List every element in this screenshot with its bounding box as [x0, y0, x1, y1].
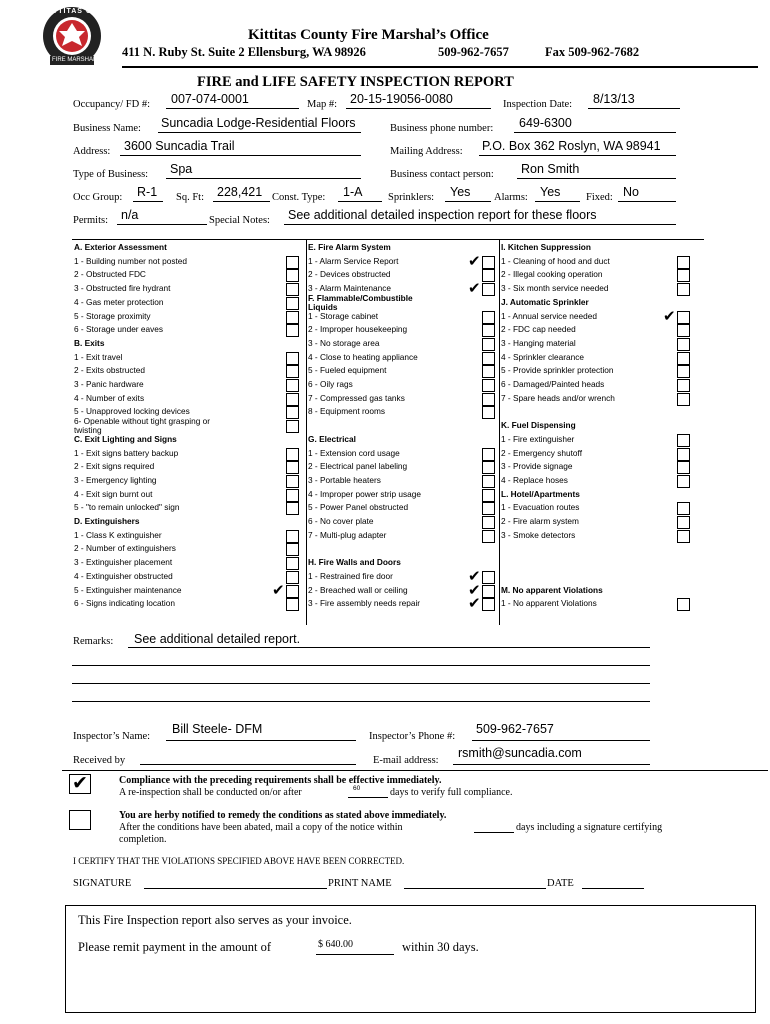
checklist-item-label: 3 - Panic hardware: [74, 379, 144, 389]
checklist-checkbox[interactable]: [677, 352, 690, 365]
checklist-checkbox[interactable]: [286, 502, 299, 515]
checklist-item-label: 2 - Exits obstructed: [74, 365, 146, 376]
checklist-item-label: 6 - Storage under eaves: [74, 324, 164, 335]
checklist-checkbox[interactable]: [286, 283, 299, 296]
checklist-item-label: 1 - Exit signs battery backup: [74, 447, 179, 458]
checklist-checkbox[interactable]: [677, 516, 690, 529]
checklist-checkbox[interactable]: [482, 338, 495, 351]
checklist-checkbox[interactable]: [286, 365, 299, 378]
checklist-checkbox[interactable]: [482, 379, 495, 392]
inspector-name-label: Inspector’s Name:: [73, 731, 151, 742]
checklist-checkbox[interactable]: [286, 448, 299, 461]
print-name-field[interactable]: [404, 888, 546, 889]
notice-checkbox[interactable]: [69, 810, 91, 830]
checklist-item-label: 1 - Alarm Service Report: [308, 255, 399, 266]
checklist-checkbox[interactable]: [677, 434, 690, 447]
occupancy-label: Occupancy/ FD #:: [73, 99, 150, 110]
checklist-checkbox[interactable]: [677, 393, 690, 406]
checklist-item-label: 2 - Breached wall or ceiling: [308, 584, 408, 595]
checklist-item-label: 2 - Emergency shutoff: [501, 447, 583, 458]
checkmark-icon: ✔: [468, 594, 481, 613]
sqft-label: Sq. Ft:: [176, 192, 205, 203]
const-type-value[interactable]: 1-A: [343, 185, 363, 199]
checkmark-icon: ✔: [468, 251, 481, 270]
special-notes-label: Special Notes:: [209, 215, 270, 226]
checklist-item-label: 3 - Provide signage: [501, 461, 573, 472]
mailing-address-value[interactable]: P.O. Box 362 Roslyn, WA 98941: [482, 139, 661, 153]
checklist-item-label: 2 - Fire alarm system: [501, 516, 579, 526]
checklist-item-label: 2 - Devices obstructed: [308, 269, 391, 280]
checklist-item-label: 5 - Unapproved locking devices: [74, 406, 190, 417]
occ-group-label: Occ Group:: [73, 192, 123, 203]
notice-line2b: days including a signature certifying: [516, 822, 663, 833]
checklist-checkbox[interactable]: [482, 393, 495, 406]
checklist-item-label: 1 - Exit travel: [74, 351, 123, 362]
checklist-item-label: 5 - Storage proximity: [74, 310, 151, 321]
checklist-checkbox[interactable]: [286, 557, 299, 570]
checklist-item-label: 1 - Fire extinguisher: [501, 433, 575, 444]
checklist-checkbox[interactable]: [482, 516, 495, 529]
special-notes-value[interactable]: See additional detailed inspection report for these floors: [288, 208, 597, 222]
checklist-item-label: 4 - Exit sign burnt out: [74, 488, 153, 499]
header-rule: [122, 66, 758, 68]
section-header: K. Fuel Dispensing: [501, 420, 576, 431]
checklist-item-label: 3 - Emergency lighting: [74, 474, 157, 485]
checklist-item-label: 2 - Electrical panel labeling: [308, 461, 408, 472]
checklist-item-label: 5 - Fueled equipment: [308, 365, 387, 376]
checklist-item-label: 8 - Equipment rooms: [308, 406, 386, 417]
remarks-value[interactable]: See additional detailed report.: [134, 632, 301, 646]
contact-person-label: Business contact person:: [390, 169, 494, 180]
checklist-item-label: 5 - "to remain unlocked" sign: [74, 502, 180, 513]
compliance-line1: Compliance with the preceding requirements shall be effective immediately.: [119, 775, 442, 786]
date-field[interactable]: [582, 888, 644, 889]
map-value[interactable]: 20-15-19056-0080: [350, 92, 453, 106]
notice-line1: You are herby notified to remedy the conditions as stated above immediately.: [119, 810, 447, 821]
section-header: L. Hotel/Apartments: [501, 488, 580, 499]
invoice-box: [65, 905, 756, 1013]
office-title: Kittitas County Fire Marshal’s Office: [248, 27, 489, 43]
const-type-label: Const. Type:: [272, 192, 326, 203]
logo-top-text: KITTITAS COUNTY: [44, 8, 122, 15]
checklist-item-label: 4 - Sprinkler clearance: [501, 351, 585, 362]
contact-person-value[interactable]: Ron Smith: [521, 162, 580, 176]
checklist-checkbox[interactable]: [286, 269, 299, 282]
invoice-amount[interactable]: $ 640.00: [318, 939, 353, 950]
checklist-item-label: 1 - Building number not posted: [74, 255, 188, 266]
print-name-label: PRINT NAME: [328, 878, 392, 889]
checklist-checkbox[interactable]: [286, 598, 299, 611]
office-fax: Fax 509-962-7682: [545, 45, 640, 59]
occupancy-value[interactable]: 007-074-0001: [171, 92, 249, 106]
section-header: B. Exits: [74, 337, 105, 348]
section-header-line2: Liquids: [308, 301, 338, 312]
type-of-business-value[interactable]: Spa: [170, 162, 193, 176]
signature-field[interactable]: [144, 888, 327, 889]
mailing-address-label: Mailing Address:: [390, 146, 463, 157]
checklist-item-label: 4 - Extinguisher obstructed: [74, 570, 173, 581]
checklist-checkbox[interactable]: [286, 489, 299, 502]
checklist-item-label: 4 - Gas meter protection: [74, 296, 164, 307]
checklist-checkbox[interactable]: [286, 379, 299, 392]
checklist-checkbox[interactable]: [677, 311, 690, 324]
address-value[interactable]: 3600 Suncadia Trail: [124, 139, 235, 153]
inspection-date-label: Inspection Date:: [503, 99, 573, 110]
checklist-checkbox[interactable]: [482, 585, 495, 598]
checklist-item-label: 5 - Extinguisher maintenance: [74, 584, 182, 595]
checklist-checkbox[interactable]: [482, 461, 495, 474]
invoice-line1: This Fire Inspection report also serves as your invoice.: [78, 913, 352, 927]
checklist-item-label: 6 - No cover plate: [308, 516, 374, 526]
checklist-item-label: 7 - Compressed gas tanks: [308, 392, 405, 403]
checklist-checkbox[interactable]: [482, 571, 495, 584]
inspector-name-value[interactable]: Bill Steele- DFM: [172, 722, 263, 736]
business-phone-value[interactable]: 649-6300: [519, 116, 572, 130]
type-of-business-label: Type of Business:: [73, 169, 149, 180]
checklist-checkbox[interactable]: [482, 530, 495, 543]
map-label: Map #:: [307, 99, 338, 110]
checkmark-icon: ✔: [272, 580, 285, 599]
occ-group-value[interactable]: R-1: [137, 185, 158, 199]
invoice-line2b: within 30 days.: [402, 940, 479, 954]
notice-line2a: After the conditions have been abated, mail a copy of the notice within: [119, 822, 403, 833]
checklist-checkbox[interactable]: [482, 352, 495, 365]
checklist-checkbox[interactable]: [482, 448, 495, 461]
certify-statement: I CERTIFY THAT THE VIOLATIONS SPECIFIED ABOVE HAVE BEEN CORRECTED.: [73, 856, 405, 866]
checklist-checkbox[interactable]: [677, 324, 690, 337]
checklist-checkbox[interactable]: [677, 475, 690, 488]
section-header: G. Electrical: [308, 433, 356, 444]
checklist-checkbox[interactable]: [677, 269, 690, 282]
checklist-item-label: 1 - Extension cord usage: [308, 447, 400, 458]
checklist-checkbox[interactable]: [482, 365, 495, 378]
checklist-item-label: 1 - Evacuation routes: [501, 502, 580, 513]
checklist-checkbox[interactable]: [286, 475, 299, 488]
checklist-checkbox[interactable]: [286, 543, 299, 556]
checklist-item-label: 7 - Spare heads and/or wrench: [501, 392, 615, 403]
checklist-item-label: 6 - Damaged/Painted heads: [501, 379, 605, 389]
checklist-checkbox[interactable]: [677, 256, 690, 269]
invoice-line2a: Please remit payment in the amount of: [78, 940, 272, 954]
checklist-item-label-line2: twisting: [74, 425, 102, 436]
checklist-checkbox[interactable]: [482, 598, 495, 611]
checklist-item-label: 3 - No storage area: [308, 337, 380, 348]
checklist-item-label: 4 - Number of exits: [74, 392, 145, 403]
checklist-checkbox[interactable]: [482, 406, 495, 419]
compliance-line2b: days to verify full compliance.: [390, 787, 513, 798]
signature-label: SIGNATURE: [73, 878, 132, 889]
sprinklers-label: Sprinklers:: [388, 192, 435, 203]
checkmark-icon: ✔: [663, 306, 676, 325]
checklist-checkbox[interactable]: [286, 311, 299, 324]
business-phone-label: Business phone number:: [390, 123, 494, 134]
checklist-checkbox[interactable]: [286, 585, 299, 598]
address-label: Address:: [73, 146, 111, 157]
notice-line3: completion.: [119, 834, 167, 845]
checkmark-icon: ✔: [468, 566, 481, 585]
checklist-checkbox[interactable]: [286, 420, 299, 433]
section-header: I. Kitchen Suppression: [501, 242, 591, 252]
checklist-checkbox[interactable]: [677, 530, 690, 543]
checklist-checkbox[interactable]: [482, 269, 495, 282]
section-header: A. Exterior Assessment: [74, 242, 167, 252]
divider-rule: [62, 770, 768, 771]
office-phone: 509-962-7657: [438, 45, 509, 59]
checklist-checkbox[interactable]: [677, 283, 690, 296]
checklist-item-label: 3 - Hanging material: [501, 337, 576, 348]
checklist-item-label: 6 - Signs indicating location: [74, 598, 176, 609]
email-label: E-mail address:: [373, 755, 439, 766]
checklist-item-label: 2 - FDC cap needed: [501, 324, 576, 335]
checklist-checkbox[interactable]: [286, 393, 299, 406]
checklist-item-label: 5 - Power Panel obstructed: [308, 502, 409, 513]
checklist-item-label: 3 - Portable heaters: [308, 474, 381, 485]
fire-marshal-logo: [30, 6, 122, 68]
inspection-date-value[interactable]: 8/13/13: [593, 92, 635, 106]
office-address: 411 N. Ruby St. Suite 2 Ellensburg, WA 98926: [122, 45, 366, 59]
section-header: D. Extinguishers: [74, 516, 140, 526]
checklist-item-label: 1 - Restrained fire door: [308, 570, 393, 581]
checklist-item-label: 3 - Extinguisher placement: [74, 557, 173, 568]
checklist-checkbox[interactable]: [286, 461, 299, 474]
checklist-checkbox[interactable]: [482, 489, 495, 502]
checklist-checkbox[interactable]: [677, 598, 690, 611]
checklist-item-label: 4 - Improper power strip usage: [308, 488, 421, 499]
sprinklers-value[interactable]: Yes: [450, 185, 471, 199]
remarks-label: Remarks:: [73, 636, 114, 647]
checklist-checkbox[interactable]: [677, 379, 690, 392]
reinspection-days-value[interactable]: 60: [353, 785, 361, 792]
checklist-checkbox[interactable]: [286, 324, 299, 337]
checklist-checkbox[interactable]: [482, 502, 495, 515]
checklist-item-label: 1 - Annual service needed: [501, 310, 597, 321]
checklist-checkbox[interactable]: [482, 324, 495, 337]
checklist-item-label: 3 - Six month service needed: [501, 283, 609, 294]
checklist-item-label: 1 - No apparent Violations: [501, 598, 597, 609]
section-header: H. Fire Walls and Doors: [308, 557, 401, 568]
checklist-checkbox[interactable]: [677, 338, 690, 351]
checklist-item-label: 4 - Close to heating appliance: [308, 351, 418, 362]
checklist-item-label: 6- Openable without tight grasping or: [74, 416, 211, 427]
fixed-value[interactable]: No: [623, 185, 639, 199]
section-header: C. Exit Lighting and Signs: [74, 433, 177, 444]
fixed-label: Fixed:: [586, 192, 613, 203]
logo-bottom-text: FIRE MARSHAL: [52, 57, 97, 63]
email-value[interactable]: rsmith@suncadia.com: [458, 746, 582, 760]
checklist-checkbox[interactable]: [677, 448, 690, 461]
checklist-checkbox[interactable]: [286, 352, 299, 365]
checklist-item-label: 4 - Replace hoses: [501, 474, 568, 485]
inspector-phone-value[interactable]: 509-962-7657: [476, 722, 554, 736]
checklist-checkbox[interactable]: [482, 311, 495, 324]
checklist-checkbox[interactable]: [286, 256, 299, 269]
section-header: F. Flammable/Combustible: [308, 292, 413, 303]
sqft-value[interactable]: 228,421: [217, 185, 263, 199]
alarms-label: Alarms:: [494, 192, 528, 203]
checklist-checkbox[interactable]: [482, 256, 495, 269]
section-header: M. No apparent Violations: [501, 584, 603, 595]
checklist-checkbox[interactable]: [286, 297, 299, 310]
checklist-checkbox[interactable]: [677, 461, 690, 474]
checklist-checkbox[interactable]: [677, 502, 690, 515]
alarms-value[interactable]: Yes: [540, 185, 561, 199]
date-label: DATE: [547, 878, 574, 889]
checklist-item-label: 2 - Number of extinguishers: [74, 543, 176, 554]
notice-days-field[interactable]: [474, 832, 514, 833]
permits-value[interactable]: n/a: [121, 208, 139, 222]
checklist-checkbox[interactable]: [482, 283, 495, 296]
compliance-checkmark: ✔: [72, 772, 88, 794]
checklist-item-label: 5 - Provide sprinkler protection: [501, 365, 614, 376]
checklist-item-label: 3 - Alarm Maintenance: [308, 283, 392, 294]
checkmark-icon: ✔: [468, 279, 481, 298]
checklist-item-label: 2 - Exit signs required: [74, 461, 155, 472]
received-by-label: Received by: [73, 755, 126, 766]
business-name-value[interactable]: Suncadia Lodge-Residential Floors: [161, 116, 356, 130]
checklist-checkbox[interactable]: [286, 530, 299, 543]
checklist-item-label: 7 - Multi-plug adapter: [308, 529, 387, 540]
report-title: FIRE and LIFE SAFETY INSPECTION REPORT: [197, 74, 514, 90]
checklist-checkbox[interactable]: [677, 365, 690, 378]
business-name-label: Business Name:: [73, 123, 141, 134]
checklist-item-label: 2 - Obstructed FDC: [74, 269, 146, 280]
checklist-item-label: 2 - Illegal cooking operation: [501, 269, 603, 280]
checklist-checkbox[interactable]: [482, 475, 495, 488]
compliance-line2a: A re-inspection shall be conducted on/or after: [119, 787, 302, 798]
section-header: J. Automatic Sprinkler: [501, 296, 589, 307]
checklist-item-label: 3 - Obstructed fire hydrant: [74, 283, 171, 294]
checklist-table: [72, 239, 704, 625]
checklist-item-label: 1 - Cleaning of hood and duct: [501, 255, 610, 266]
inspector-phone-label: Inspector’s Phone #:: [369, 731, 456, 742]
checklist-item-label: 2 - Improper housekeeping: [308, 324, 408, 335]
checklist-item-label: 3 - Fire assembly needs repair: [308, 598, 421, 609]
checklist-item-label: 3 - Smoke detectors: [501, 529, 576, 540]
checklist-checkbox[interactable]: [286, 571, 299, 584]
checklist-item-label: 1 - Class K extinguisher: [74, 529, 162, 540]
received-by-field[interactable]: [140, 764, 356, 765]
checkmark-icon: ✔: [468, 580, 481, 599]
permits-label: Permits:: [73, 215, 109, 226]
checklist-checkbox[interactable]: [286, 406, 299, 419]
checklist-item-label: 1 - Storage cabinet: [308, 310, 379, 321]
checklist-item-label: 6 - Oily rags: [308, 379, 353, 389]
section-header: E. Fire Alarm System: [308, 242, 391, 252]
